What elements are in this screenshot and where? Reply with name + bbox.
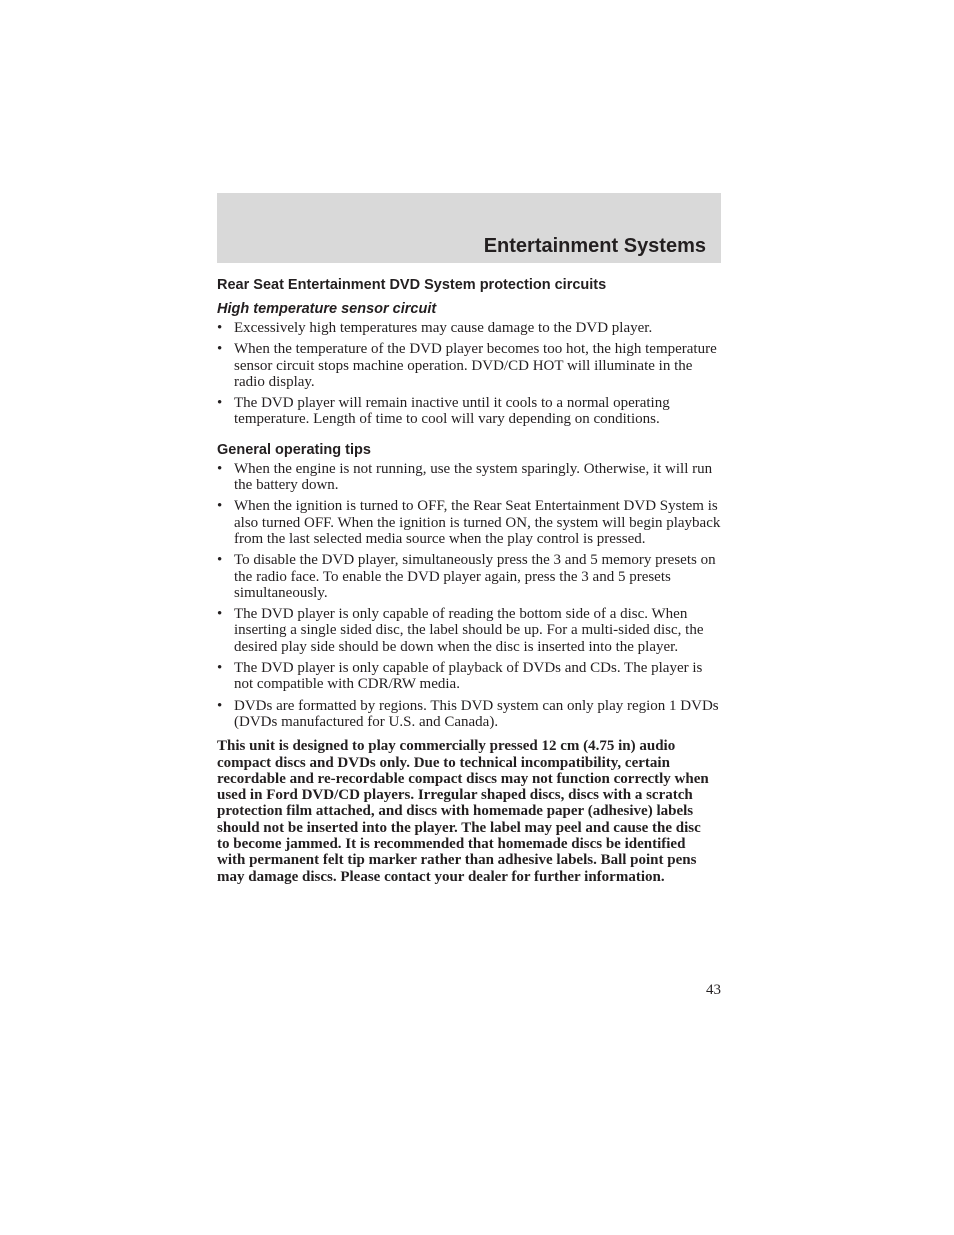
bullet-icon: • [217, 606, 223, 623]
list-item [217, 552, 722, 601]
disc-compatibility-notice: This unit is designed to play commercially pressed 12 cm (4.75 in) audio compact discs and DVDs only. Due to technical incompatibility, certain recordable and re-recordable compact discs may not function correctly when used in Ford DVD/CD players. Irregular shaped discs, discs with a scratch protection film attached, and discs with homemade paper (adhesive) labels should not be inserted into the player. The label may peel and cause the disc to become jammed. It is recommended that homemade discs be identified with permanent felt tip marker rather than adhesive labels. Ball point pens may damage discs. Please contact your dealer for further information. [217, 738, 709, 885]
bullet-icon: • [217, 498, 223, 515]
tips-bullet-list [217, 461, 722, 730]
list-item [217, 341, 722, 390]
bullet-icon: • [217, 552, 223, 569]
bullet-icon: • [217, 460, 223, 477]
protection-circuits-heading: Rear Seat Entertainment DVD System protection circuits [217, 277, 607, 293]
list-item [217, 498, 722, 547]
list-item-text: The DVD player is only capable of reading the bottom side of a disc. When inserting a single sided disc, the label should be up. For a multi-sided disc, the desired play side should be down when the disc is inserted into the player. [234, 606, 704, 655]
protection-bullet-list [217, 320, 722, 428]
bullet-icon: • [217, 697, 223, 714]
bullet-icon: • [217, 341, 223, 358]
bullet-icon: • [217, 395, 223, 412]
list-item-text: When the temperature of the DVD player becomes too hot, the high temperature sensor circuit stops machine operation. DVD/CD HOT will illuminate in the radio display. [234, 341, 717, 390]
list-item-text: Excessively high temperatures may cause damage to the DVD player. [234, 320, 653, 336]
list-item-text: When the ignition is turned to OFF, the Rear Seat Entertainment DVD System is also turned OFF. When the ignition is turned ON, the system will begin playback from the last selected media source when the play control is pressed. [234, 498, 721, 547]
bullet-icon: • [217, 660, 223, 677]
high-temperature-subheading: High temperature sensor circuit [217, 301, 437, 317]
bullet-icon: • [217, 320, 223, 336]
list-item [217, 660, 722, 693]
section-header-title: Entertainment Systems [483, 235, 706, 257]
list-item-text: DVDs are formatted by regions. This DVD system can only play region 1 DVDs (DVDs manufactured for U.S. and Canada). [234, 697, 719, 730]
list-item [217, 461, 722, 494]
list-item [217, 395, 722, 428]
list-item-text: To disable the DVD player, simultaneously press the 3 and 5 memory presets on the radio face. To enable the DVD player again, press the 3 and 5 presets simultaneously. [234, 552, 716, 601]
list-item-text: When the engine is not running, use the system sparingly. Otherwise, it will run the battery down. [234, 460, 713, 494]
operating-tips-heading: General operating tips [217, 441, 371, 458]
list-item [217, 698, 722, 731]
page-content [217, 276, 722, 885]
list-item-text: The DVD player is only capable of playback of DVDs and CDs. The player is not compatible with CDR/RW media. [234, 660, 703, 693]
list-item [217, 606, 722, 655]
list-item [217, 320, 722, 336]
section-header-band [217, 193, 721, 263]
page-number: 43 [706, 982, 721, 998]
list-item-text: The DVD player will remain inactive until it cools to a normal operating temperature. Length of time to cool will vary depending on conditions. [234, 395, 670, 428]
